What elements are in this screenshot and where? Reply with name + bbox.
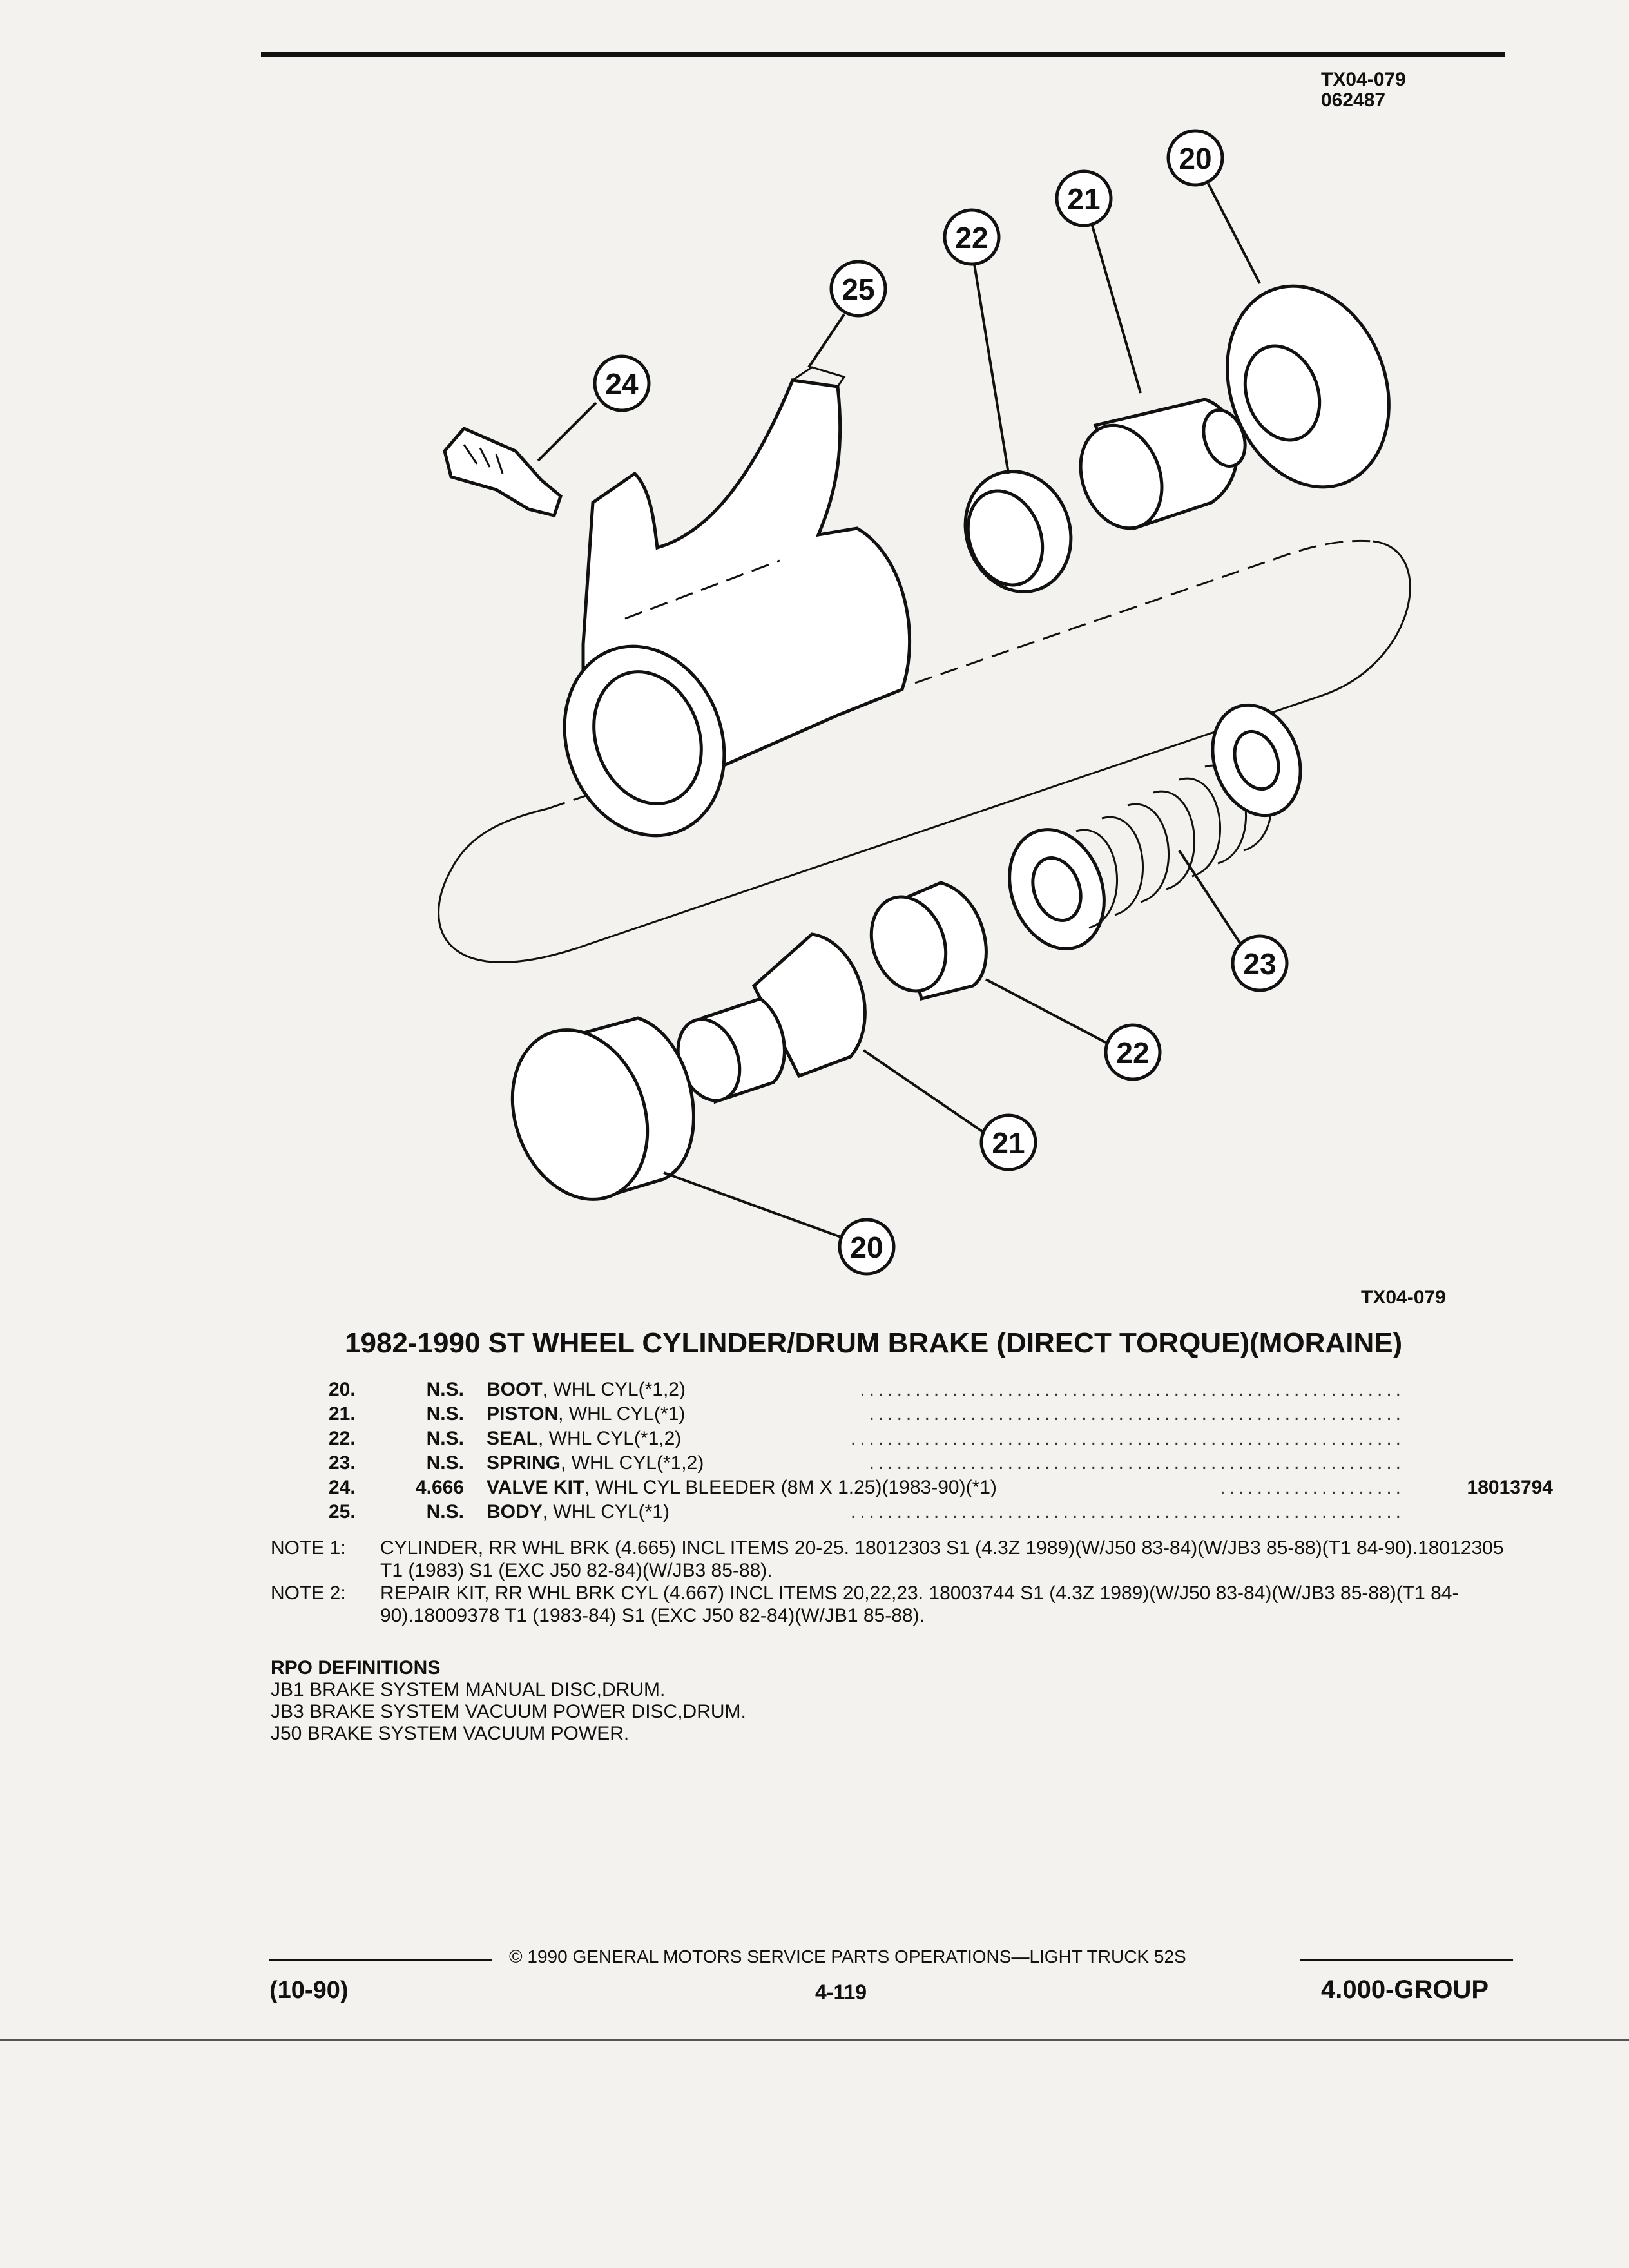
item-number: 22. [329, 1428, 356, 1449]
callout-label: 20 [850, 1231, 883, 1264]
parts-list-row [329, 1451, 1553, 1475]
item-code: N.S. [426, 1501, 464, 1523]
callout-label: 24 [605, 367, 639, 401]
callout-21-bottom [981, 1115, 1036, 1169]
seal-part-bottom [859, 883, 987, 1001]
piston-part-bottom [667, 934, 865, 1109]
leader-dots: .......................................................... [869, 1403, 1405, 1425]
item-code: N.S. [426, 1403, 464, 1425]
callout-label: 22 [955, 221, 988, 255]
parts-list-row [329, 1402, 1553, 1427]
boot-part-bottom [490, 1011, 694, 1218]
note-label: NOTE 1: [271, 1537, 346, 1559]
parts-list-row [329, 1378, 1553, 1402]
item-description: , WHL CYL BLEEDER (8M X 1.25)(1983-90)(*1) [584, 1477, 997, 1498]
item-description: , WHL CYL(*1) [558, 1403, 686, 1425]
item-code: N.S. [426, 1452, 464, 1474]
note-text: CYLINDER, RR WHL BRK (4.665) INCL ITEMS 20-25. 18012303 S1 (4.3Z 1989)(W/J50 83-84)(W/JB3 85-88)(T1 84-90).18012305 T1 (1983) S1 (EXC J50 82-84)(W/JB3 85-88). [380, 1537, 1504, 1581]
item-name: SEAL [487, 1428, 539, 1449]
rpo-item: JB1 BRAKE SYSTEM MANUAL DISC,DRUM. [271, 1679, 666, 1700]
item-code: N.S. [426, 1428, 464, 1449]
parts-list-row [329, 1427, 1553, 1451]
body-part [539, 367, 910, 858]
item-name: PISTON [487, 1403, 559, 1425]
callout-22-bottom [1106, 1025, 1160, 1079]
spring-part [994, 693, 1315, 962]
footer-rule-right [1300, 1959, 1513, 1961]
item-code: 4.666 [415, 1477, 464, 1498]
leader-dots: .......................................................... [869, 1452, 1405, 1474]
parts-list-row [329, 1475, 1553, 1500]
note-text: REPAIR KIT, RR WHL BRK CYL (4.667) INCL ITEMS 20,22,23. 18003744 S1 (4.3Z 1989)(W/J50 83-84)(W/JB3 85-88)(T1 84-90).18009378 T1 (1983-84) S1 (EXC J50 82-84)(W/JB1 85-88). [380, 1582, 1459, 1626]
callout-21-top [1057, 171, 1111, 226]
figure-code: TX04-079 [1321, 69, 1406, 90]
leader-dots: .................... [1220, 1477, 1405, 1498]
callout-label: 25 [842, 273, 875, 306]
footer-rule-left [269, 1959, 492, 1961]
item-description: , WHL CYL(*1) [542, 1501, 670, 1523]
callout-20-bottom [840, 1220, 894, 1274]
callout-23 [1233, 936, 1287, 990]
note-label: NOTE 2: [271, 1582, 346, 1604]
callout-22-top [945, 210, 999, 264]
item-description: , WHL CYL(*1,2) [561, 1452, 704, 1474]
part-number: 18013794 [1467, 1477, 1553, 1498]
piston-part-top [1067, 399, 1253, 540]
rpo-item: J50 BRAKE SYSTEM VACUUM POWER. [271, 1723, 630, 1744]
callout-label: 20 [1179, 142, 1212, 175]
notes-section [271, 1537, 1527, 1627]
page-title: 1982-1990 ST WHEEL CYLINDER/DRUM BRAKE (DIRECT TORQUE)(MORAINE) [345, 1327, 1403, 1359]
group-number: 4.000-GROUP [1321, 1975, 1489, 2004]
revision-date: (10-90) [269, 1977, 349, 2004]
seal-part-top [949, 456, 1087, 606]
item-number: 23. [329, 1452, 356, 1474]
item-number: 21. [329, 1403, 356, 1425]
callout-24 [595, 356, 649, 410]
item-description: , WHL CYL(*1,2) [542, 1379, 686, 1400]
callout-20-top [1168, 131, 1222, 185]
item-name: BOOT [487, 1379, 543, 1400]
rpo-item: JB3 BRAKE SYSTEM VACUUM POWER DISC,DRUM. [271, 1701, 746, 1722]
item-name: VALVE KIT [487, 1477, 585, 1498]
callout-label: 23 [1243, 947, 1277, 981]
parts-list [329, 1378, 1553, 1524]
item-number: 20. [329, 1379, 356, 1400]
item-name: SPRING [487, 1452, 561, 1474]
parts-list-row [329, 1500, 1553, 1524]
rpo-definitions [271, 1657, 746, 1745]
note [271, 1537, 1527, 1582]
item-number: 24. [329, 1477, 356, 1498]
callout-label: 21 [992, 1126, 1025, 1160]
callout-label: 22 [1116, 1036, 1150, 1070]
item-description: , WHL CYL(*1,2) [538, 1428, 682, 1449]
bottom-rule [0, 2039, 1629, 2041]
bleeder-valve-part [445, 428, 561, 515]
leader-dots: ........................................................... [860, 1379, 1405, 1400]
leader-dots: ............................................................ [850, 1501, 1405, 1523]
item-name: BODY [487, 1501, 543, 1523]
page-number: 4-119 [815, 1981, 867, 2004]
copyright: © 1990 GENERAL MOTORS SERVICE PARTS OPERATIONS—LIGHT TRUCK 52S [509, 1946, 1186, 1966]
note [271, 1582, 1527, 1627]
item-number: 25. [329, 1501, 356, 1523]
callout-25 [831, 262, 885, 316]
leader-dots: ............................................................ [850, 1428, 1405, 1449]
item-code: N.S. [426, 1379, 464, 1400]
rpo-heading: RPO DEFINITIONS [271, 1657, 441, 1678]
figure-date: 062487 [1321, 90, 1386, 111]
figure-code-bottom: TX04-079 [1361, 1287, 1446, 1308]
callout-label: 21 [1067, 182, 1101, 216]
